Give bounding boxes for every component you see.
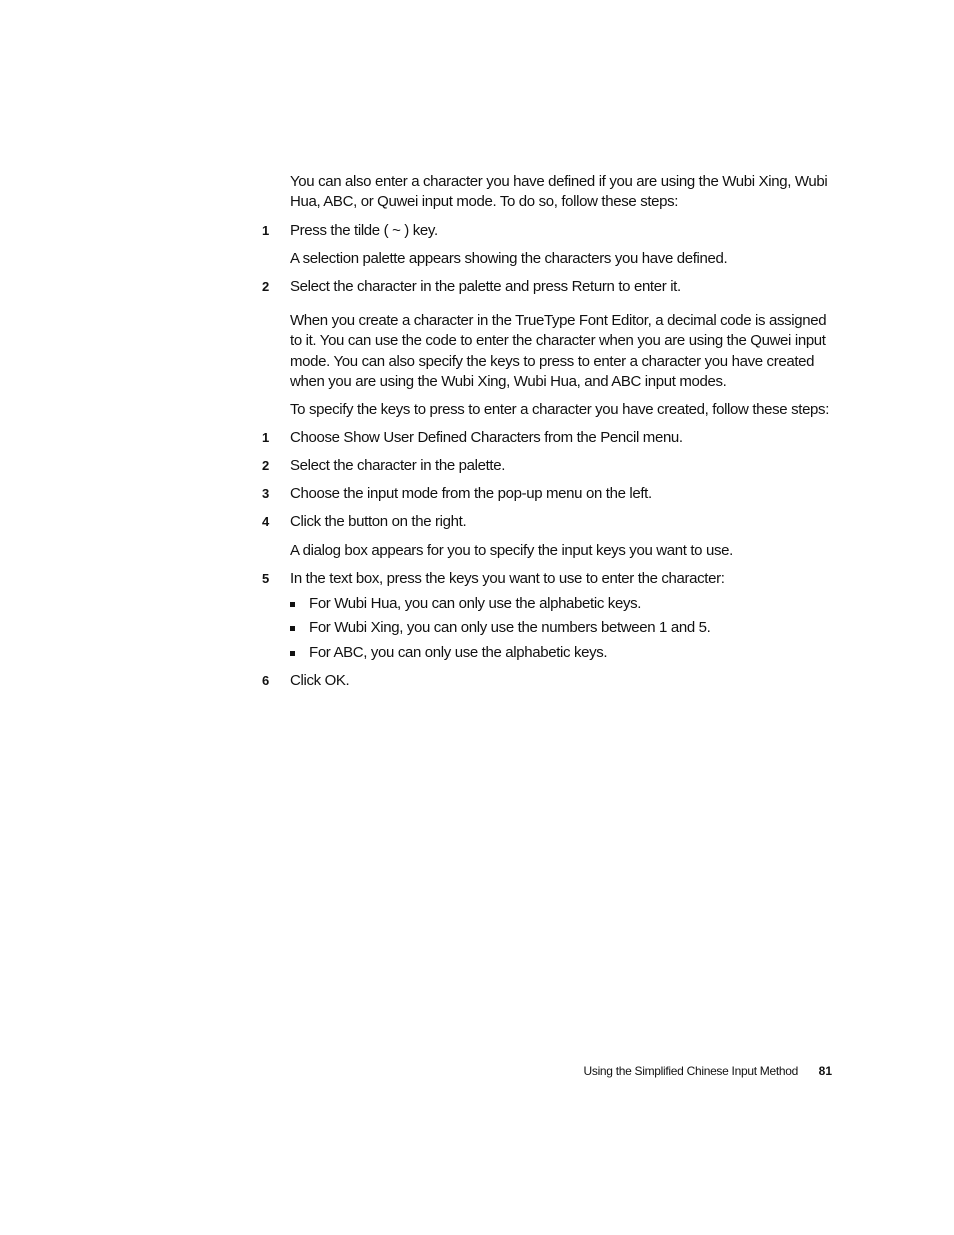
step-text: Select the character in the palette and press Return to enter it. xyxy=(290,278,681,295)
bullet-text: For Wubi Hua, you can only use the alphabetic keys. xyxy=(309,595,642,612)
step-text: Click OK. xyxy=(290,672,350,689)
step-result: A selection palette appears showing the characters you have defined. xyxy=(290,250,728,267)
decimal-code-paragraph: When you create a character in the TrueType Font Editor, a decimal code is assigned to it. You can use the code to enter the character when you are using the Quwei input mode. You can also specify the keys to press to enter a character you have created when you are using the Wubi Xing, Wubi Hua, and ABC input modes. xyxy=(290,312,827,391)
footer-chapter-title: Using the Simplified Chinese Input Method xyxy=(583,1064,798,1078)
step-text: Click the button on the right. xyxy=(290,513,467,530)
specify-keys-intro: To specify the keys to press to enter a character you have created, follow these steps: xyxy=(290,401,830,418)
step-text: Select the character in the palette. xyxy=(290,457,506,474)
step-number: 5 xyxy=(262,571,270,586)
step-number: 3 xyxy=(262,486,270,501)
bullet-square-icon xyxy=(290,651,295,656)
step-number: 4 xyxy=(262,514,270,529)
bullet-text: For ABC, you can only use the alphabetic keys. xyxy=(309,644,608,661)
step-number: 1 xyxy=(262,223,270,238)
bullet-square-icon xyxy=(290,626,295,631)
page-footer xyxy=(560,1063,832,1081)
intro-paragraph: You can also enter a character you have defined if you are using the Wubi Xing, Wubi Hua, ABC, or Quwei input mode. To do so, follow these steps: xyxy=(290,173,828,211)
step-number: 2 xyxy=(262,279,270,294)
step-text: Choose the input mode from the pop-up menu on the left. xyxy=(290,485,652,502)
step-result: A dialog box appears for you to specify the input keys you want to use. xyxy=(290,542,733,559)
bullet-text: For Wubi Xing, you can only use the numbers between 1 and 5. xyxy=(309,619,711,636)
bullet-square-icon xyxy=(290,602,295,607)
step-text: In the text box, press the keys you want to use to enter the character: xyxy=(290,570,725,587)
step-number: 2 xyxy=(262,458,270,473)
footer-page-number: 81 xyxy=(818,1064,832,1078)
step-number: 6 xyxy=(262,673,270,688)
step-text: Press the tilde ( ~ ) key. xyxy=(290,222,438,239)
step-number: 1 xyxy=(262,430,270,445)
step-text: Choose Show User Defined Characters from the Pencil menu. xyxy=(290,429,683,446)
